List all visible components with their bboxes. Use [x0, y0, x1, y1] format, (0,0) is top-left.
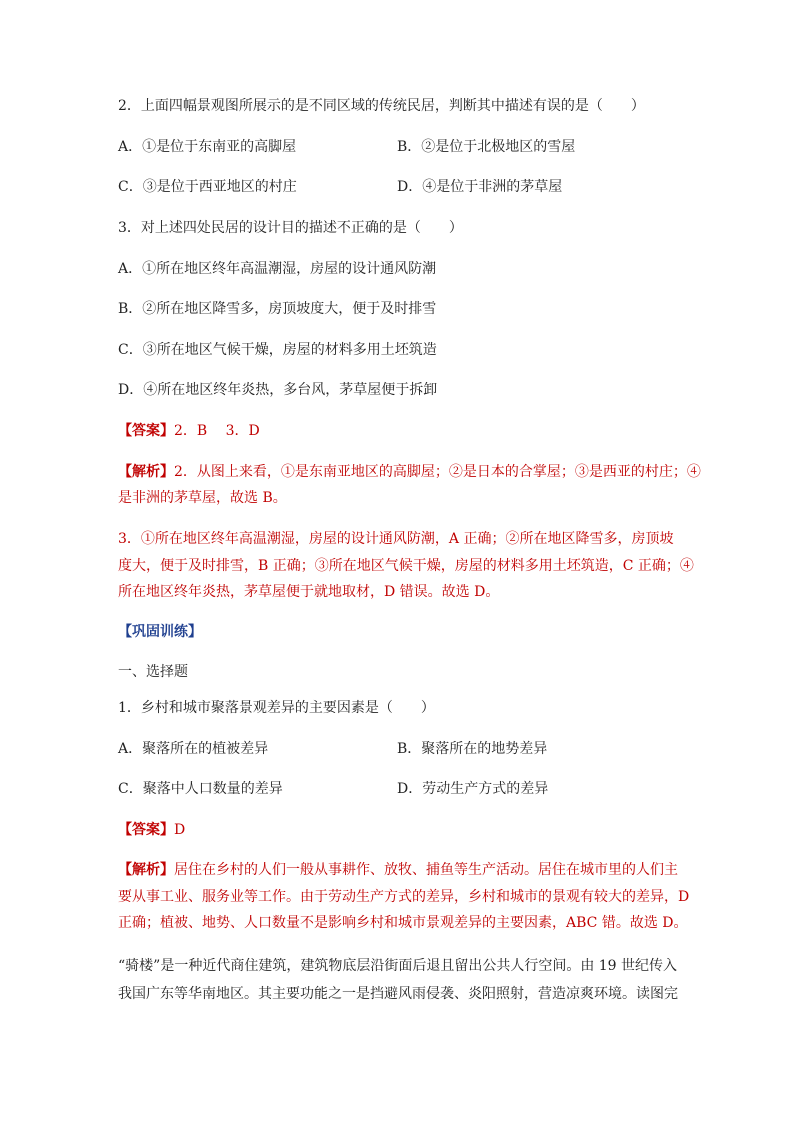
question-1-option-a: A．聚落所在的植被差异 — [118, 741, 269, 757]
question-2-stem: 2．上面四幅景观图所展示的是不同区域的传统民居，判断其中描述有误的是（ ） — [118, 98, 645, 114]
passage-line-2: 我国广东等华南地区。其主要功能之一是挡避风雨侵袭、炎阳照射，营造凉爽环境。读图完 — [118, 986, 678, 1002]
question-2-option-b: B．②是位于北极地区的雪屋 — [397, 139, 576, 155]
analysis-2-line-3: 正确；植被、地势、人口数量不是影响乡村和城市景观差异的主要因素，ABC 错。故选 D。 — [118, 915, 688, 931]
analysis-label: 【解析】 — [118, 862, 174, 878]
question-2-option-c: C．③是位于西亚地区的村庄 — [118, 179, 297, 195]
question-2-option-a: A．①是位于东南亚的高脚屋 — [118, 139, 297, 155]
analysis-text: 2．从图上来看，①是东南亚地区的高脚屋；②是日本的合掌屋；③是西亚的村庄；④ — [174, 464, 701, 480]
analysis-label: 【解析】 — [118, 464, 174, 480]
question-3-option-d: D．④所在地区终年炎热，多台风，茅草屋便于拆卸 — [118, 382, 438, 398]
analysis-1-line-5: 所在地区终年炎热，茅草屋便于就地取材，D 错误。故选 D。 — [118, 584, 500, 600]
analysis-1-line-3: 3．①所在地区终年高温潮湿，房屋的设计通风防潮，A 正确；②所在地区降雪多，房顶坡 — [118, 531, 674, 547]
answer-label: 【答案】 — [118, 423, 174, 439]
question-3-option-c: C．③所在地区气候干燥，房屋的材料多用土坯筑造 — [118, 342, 437, 358]
analysis-1-line-2: 是非洲的茅草屋，故选 B。 — [118, 490, 287, 506]
analysis-1-line-1 — [118, 462, 701, 482]
question-1-option-c: C．聚落中人口数量的差异 — [118, 781, 283, 797]
analysis-text: 居住在乡村的人们一般从事耕作、放牧、捕鱼等生产活动。居住在城市里的人们主 — [174, 862, 678, 878]
analysis-2-line-2: 要从事工业、服务业等工作。由于劳动生产方式的差异，乡村和城市的景观有较大的差异，D — [118, 889, 690, 905]
section-heading: 【巩固训练】 — [118, 624, 202, 640]
question-2-option-d: D．④是位于非洲的茅草屋 — [397, 179, 563, 195]
analysis-1-line-4: 度大，便于及时排雪，B 正确；③所在地区气候干燥，房屋的材料多用土坯筑造，C 正确；④ — [118, 558, 694, 574]
question-1-stem: 1．乡村和城市聚落景观差异的主要因素是（ ） — [118, 700, 435, 716]
answer-block-2 — [118, 820, 185, 840]
question-1-option-b: B．聚落所在的地势差异 — [397, 741, 548, 757]
question-3-option-a: A．①所在地区终年高温潮湿，房屋的设计通风防潮 — [118, 261, 437, 277]
answer-text: D — [174, 822, 186, 838]
question-3-stem: 3．对上述四处民居的设计目的描述不正确的是（ ） — [118, 220, 463, 236]
section-part-title: 一、选择题 — [118, 664, 188, 680]
question-3-option-b: B．②所在地区降雪多，房顶坡度大，便于及时排雪 — [118, 301, 437, 317]
answer-block-1 — [118, 421, 260, 441]
question-1-option-d: D．劳动生产方式的差异 — [397, 781, 549, 797]
answer-text: 2．B 3．D — [174, 423, 260, 439]
analysis-2-line-1 — [118, 860, 678, 880]
answer-label: 【答案】 — [118, 822, 174, 838]
passage-line-1: “骑楼”是一种近代商住建筑，建筑物底层沿街面后退且留出公共人行空间。由 19 世纪传入 — [118, 958, 678, 974]
